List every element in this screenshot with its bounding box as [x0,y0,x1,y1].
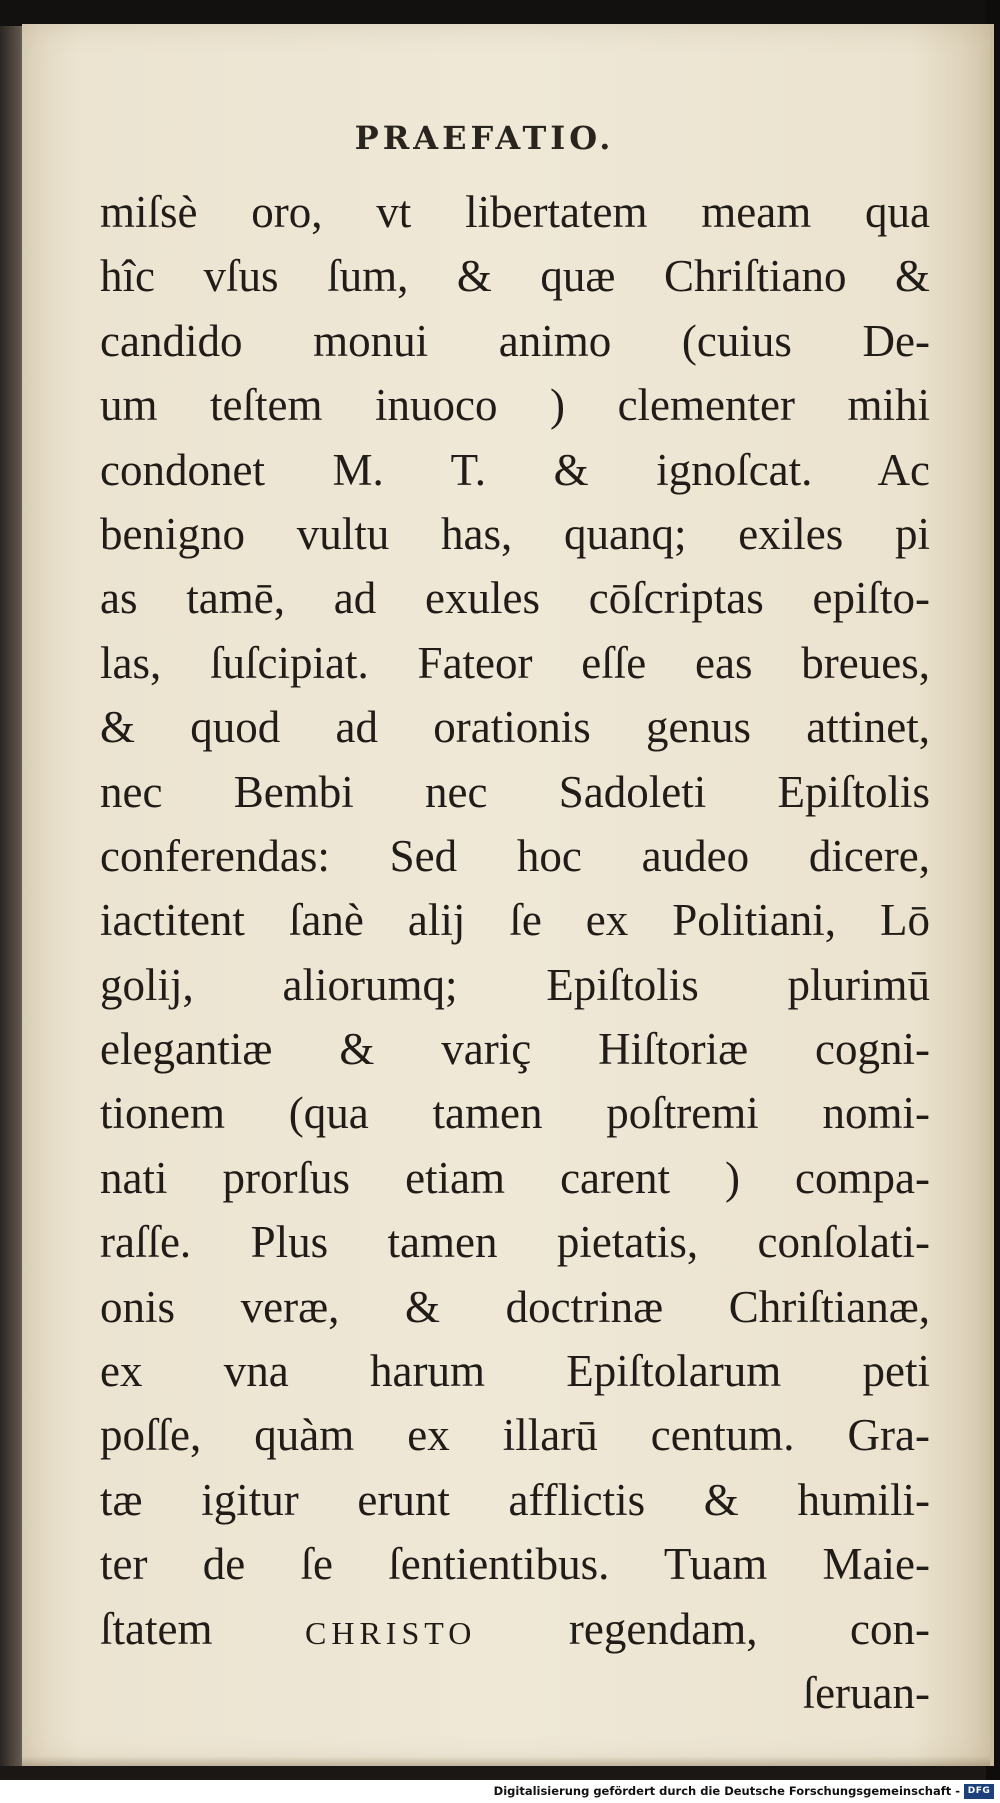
text-line: ter de ſe ſentientibus. Tuam Maie- [100,1539,930,1590]
text-line: onis veræ, & doctrinæ Chriſtianæ, [100,1281,930,1332]
text-line: nec Bembi nec Sadoleti Epiſtolis [100,766,930,817]
text-line: nati prorſus etiam carent ) compa- [100,1152,930,1203]
text-line: raſſe. Plus tamen pietatis, conſolati- [100,1217,930,1268]
text-line: poſſe, quàm ex illarū centum. Gra- [100,1410,930,1461]
funding-credit: Digitalisierung gefördert durch die Deutsche Forschungsgemeinschaft - [493,1784,960,1798]
text-line: as tamē, ad exules cōſcriptas epiſto- [100,573,930,624]
text-line: elegantiæ & variç Hiſtoriæ cogni- [100,1024,930,1075]
text-line: candido monui animo (cuius De- [100,315,930,366]
book-page [22,24,994,1766]
text-line: um teſtem inuoco ) clementer mihi [100,380,930,431]
christo-line-before: ſtatem [100,1603,213,1654]
text-line: hîc vſus ſum, & quæ Chriſtiano & [100,251,930,302]
text-line: iactitent ſanè alij ſe ex Politiani, Lō [100,895,930,946]
catchword: ſeruan- [802,1667,930,1718]
text-line: tionem (qua tamen poſtremi nomi- [100,1088,930,1139]
text-line: golij, aliorumq; Epiſtolis plurimū [100,959,930,1010]
text-block [100,180,930,1725]
text-line: tæ igitur erunt afflictis & humili- [100,1474,930,1525]
text-line: miſsè oro, vt libertatem meam qua [100,187,930,237]
text-line: benigno vultu has, quanq; exiles pi [100,508,930,559]
text-line: las, ſuſcipiat. Fateor eſſe eas breues, [100,637,930,688]
christo-smallcaps: CHRISTO [305,1614,477,1651]
christo-line-after: regendam, con- [568,1603,931,1654]
digitization-footer [0,1780,1000,1803]
text-line-christo [100,1597,930,1661]
text-line: conferendas: Sed hoc audeo dicere, [100,830,930,881]
dfg-logo-icon: DFG [964,1784,994,1799]
text-line: & quod ad orationis genus attinet, [100,702,930,753]
text-line: ex vna harum Epiſtolarum peti [100,1346,930,1397]
scan-top-edge [0,0,1000,26]
running-head: PRAEFATIO. [354,119,615,157]
text-line: condonet M. T. & ignoſcat. Ac [100,444,930,495]
